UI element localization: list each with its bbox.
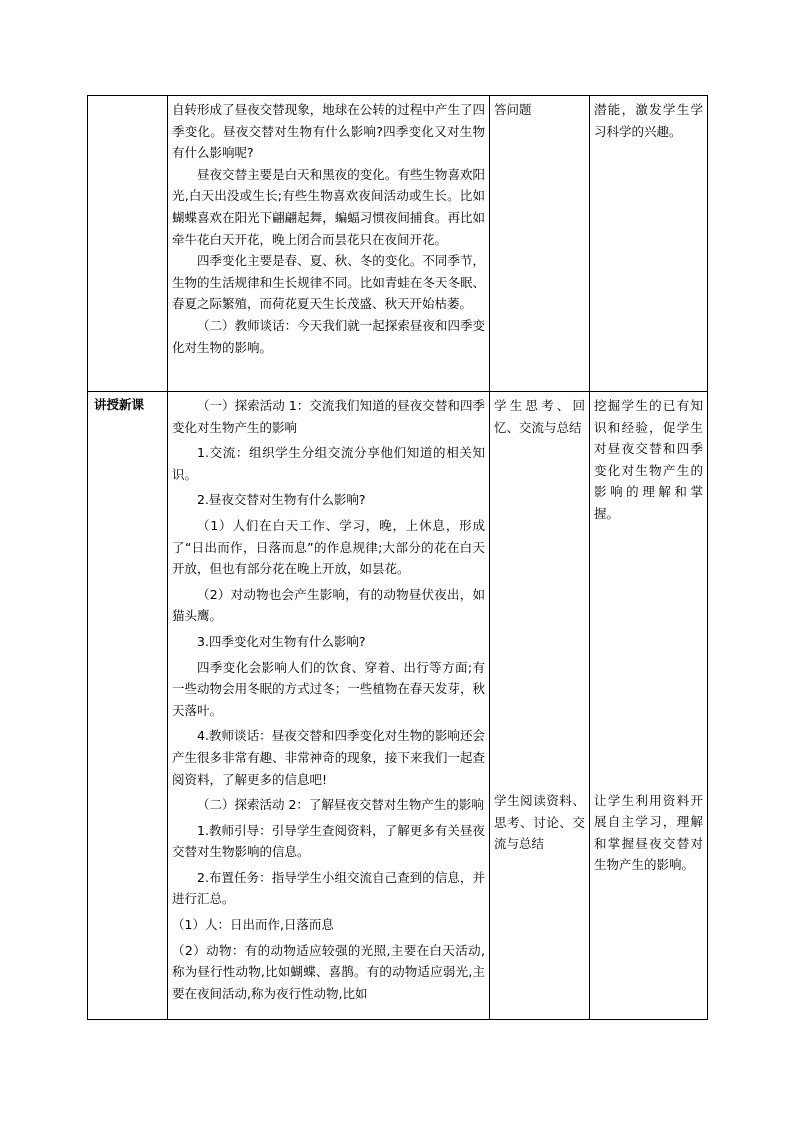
- student-activity-cell: [490, 96, 590, 392]
- process-paragraph: （1）人：日出而作,日落而息: [172, 917, 334, 933]
- design-intent: 潜能，激发学生学习科学的兴趣。: [594, 102, 703, 139]
- process-cell: [168, 96, 490, 392]
- design-intent: 挖掘学生的已有知识和经验，促学生对昼夜交替和四季变化对生物产生的影响的理解和掌握。: [594, 398, 703, 521]
- stage-cell: [88, 96, 168, 392]
- process-cell: [168, 392, 490, 1020]
- process-paragraph: 昼夜交替主要是白天和黑夜的变化。有些生物喜欢阳光,白天出没或生长;有些生物喜欢夜间活动或生长。比如蝴蝶喜欢在阳光下翩翩起舞，蝙蝠习惯夜间捕食。再比如牵牛花白天开花，晚上闭合而昙花只在夜间开花。: [172, 166, 485, 247]
- process-paragraph: （2）对动物也会产生影响，有的动物昼伏夜出，如猫头鹰。: [172, 586, 485, 624]
- process-paragraph: 1.交流：组织学生分组交流分享他们知道的相关知识。: [172, 445, 485, 482]
- process-paragraph: 自转形成了昼夜交替现象，地球在公转的过程中产生了四季变化。昼夜交替对生物有什么影响?四季变化又对生物有什么影响呢?: [172, 102, 485, 161]
- student-activity: 学生阅读资料、思考、讨论、交流与总结: [494, 793, 585, 852]
- student-activity: 答问题: [494, 102, 532, 117]
- table-row: [88, 96, 708, 392]
- process-paragraph: 1.教师引导：引导学生查阅资料，了解更多有关昼夜交替对生物影响的信息。: [172, 822, 485, 860]
- process-paragraph: 四季变化会影响人们的饮食、穿着、出行等方面;有一些动物会用冬眠的方式过冬；一些植物在春天发芽，秋天落叶。: [172, 659, 485, 718]
- process-paragraph: （二）探索活动 2：了解昼夜交替对生物产生的影响: [197, 797, 484, 813]
- process-paragraph: （2）动物：有的动物适应较强的光照,主要在白天活动,称为昼行性动物,比如蝴蝶、喜鹊。有的动物适应弱光,主要在夜间活动,称为夜行性动物,比如: [172, 942, 485, 1001]
- student-activity: 学生思考、回忆、交流与总结: [494, 398, 585, 435]
- process-paragraph: 4.教师谈话：昼夜交替和四季变化对生物的影响还会产生很多非常有趣、非常神奇的现象，接下来我们一起查阅资料，了解更多的信息吧!: [172, 728, 485, 787]
- process-paragraph: （一）探索活动 1：交流我们知道的昼夜交替和四季变化对生物产生的影响: [172, 398, 485, 435]
- lesson-plan-table: [87, 95, 708, 1020]
- process-paragraph: 四季变化主要是春、夏、秋、冬的变化。不同季节，生物的生活规律和生长规律不同。比如青蛙在冬天冬眠、春夏之际繁殖，而荷花夏天生长茂盛、秋天开始枯萎。: [172, 253, 485, 312]
- table-row: [88, 392, 708, 1020]
- process-paragraph: 3.四季变化对生物有什么影响?: [197, 633, 366, 649]
- student-activity-cell: [490, 392, 590, 1020]
- design-intent: 让学生利用资料开展自主学习，理解和掌握昼夜交替对生物产生的影响。: [594, 792, 703, 873]
- process-paragraph: 2.布置任务：指导学生小组交流自己查到的信息，并进行汇总。: [172, 869, 485, 907]
- process-paragraph: （二）教师谈话：今天我们就一起探索昼夜和四季变化对生物的影响。: [172, 317, 485, 355]
- design-intent-cell: [590, 392, 708, 1020]
- stage-cell: [88, 392, 168, 1020]
- stage-label: 讲授新课: [94, 397, 145, 412]
- process-paragraph: （1）人们在白天工作、学习，晚，上休息，形成了“日出而作，日落而息”的作息规律;大部分的花在白天开放，但也有部分花在晚上开放，如昙花。: [172, 517, 485, 577]
- process-paragraph: 2.昼夜交替对生物有什么影响?: [197, 492, 366, 508]
- design-intent-cell: [590, 96, 708, 392]
